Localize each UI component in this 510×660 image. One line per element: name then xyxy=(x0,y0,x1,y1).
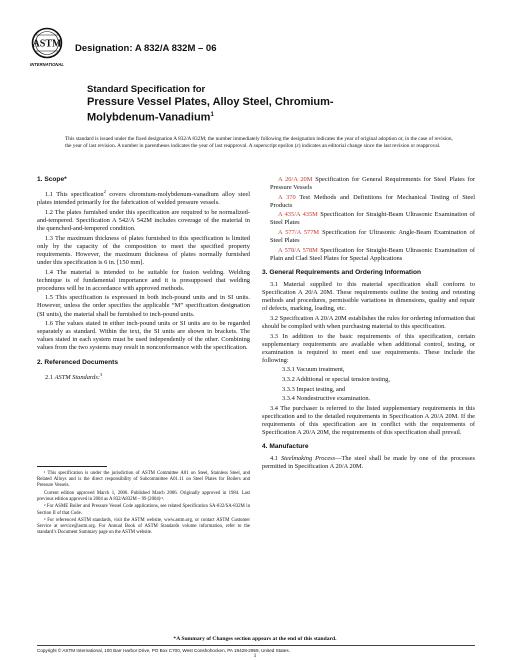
copyright-line: Copyright © ASTM International, 100 Barr Harbor Drive, PO Box C700, West Conshohocken, PA 19428-2959, United States. xyxy=(37,648,290,653)
reference-item: A 370 Test Methods and Definitions for Mechanical Testing of Steel Products xyxy=(270,193,475,209)
section-heading-general-requirements: 3. General Requirements and Ordering Information xyxy=(262,268,422,276)
subitem-3-3-4: 3.3.4 Nondestructive examination. xyxy=(282,395,371,403)
footnote-1-edition: Current edition approved March 1, 2006. Published March 2006. Originally approved in 1984. Last previous edition approved in 2004 as A 832/A832M – 99 (2004)ᵋ¹. xyxy=(37,490,250,502)
footnote-2: ² For ASME Boiler and Pressure Vessel Code applications, see related Specification SA-832/SA-832M in Section II of that Code. xyxy=(37,504,250,516)
subitem-3-3-1: 3.3.1 Vacuum treatment, xyxy=(282,366,345,374)
footnote-divider xyxy=(37,466,107,467)
reference-link[interactable]: A 578/A 578M xyxy=(278,246,318,254)
bottom-divider xyxy=(37,645,475,646)
title-prefix: Standard Specification for xyxy=(87,84,206,95)
subitem-3-3-2: 3.3.2 Additional or special tension testing, xyxy=(282,376,390,384)
paragraph-2-1: 2.1 ASTM Standards:$^3$ xyxy=(45,371,103,381)
paragraph-1-2: 1.2 The plates furnished under this specification are required to be normalized-and-tempered. Specification A 542/A 542M includes coverage of the material in the quenched-and-tempered condition. xyxy=(37,208,250,233)
paragraph-1-3: 1.3 The maximum thickness of plates furnished to this specification is limited only by the capacity of the composition to meet the specified property requirements. However, the maximum thickness of plates normally furnished under this specification is 6 in. [150 mm]. xyxy=(37,234,250,266)
astm-logo xyxy=(30,26,64,72)
paragraph-3-3: 3.3 In addition to the basic requirements of this specification, certain supplementary requirements are available when additional control, testing, or examination is required to meet end use requirements. These include the following: xyxy=(262,332,475,364)
paragraph-1-1: 1.1 This specification$^2$ covers chromium-molybdenum-vanadium alloy steel plates intended primarily for the fabrication of welded pressure vessels. xyxy=(37,189,250,207)
paragraph-4-1: 4.1 Steelmaking Process—The steel shall be made by one of the processes permitted in Specification A 20/A 20M. xyxy=(262,455,475,471)
reference-link[interactable]: A 20/A 20M xyxy=(278,176,313,183)
reference-link[interactable]: A 577/A 577M xyxy=(278,229,320,237)
reference-item: A 577/A 577M Specification for Ultrasonic Angle-Beam Examination of Steel Plates xyxy=(270,229,475,245)
designation: Designation: A 832/A 832M – 06 xyxy=(75,43,217,54)
title-footnote-mark: 1 xyxy=(210,111,214,118)
title-block xyxy=(87,84,467,124)
reference-item: A 435/A 435M Specification for Straight-Beam Ultrasonic Examination of Steel Plates xyxy=(270,211,475,227)
footnote-1: ¹ This specification is under the jurisdiction of ASTM Committee A01 on Steel, Stainless Steel, and Related Alloys and is the direct responsibility of Subcommittee A01.11 on Steel Plates for Boilers and Pressure Vessels. xyxy=(37,471,250,489)
paragraph-3-2: 3.2 Specification A 20/A 20M establishes the rules for ordering information that should be complied with when purchasing material to this specification. xyxy=(262,314,475,330)
left-column xyxy=(37,176,250,383)
title-line-1: Pressure Vessel Plates, Alloy Steel, Chromium- xyxy=(87,96,334,108)
section-heading-scope: 1. Scope* xyxy=(37,176,67,183)
title-line-2: Molybdenum-Vanadium xyxy=(87,111,211,124)
footnote-3: ³ For referenced ASTM standards, visit the ASTM website, www.astm.org, or contact ASTM Customer Service at service@astm.org. For Annual Book of ASTM Standards volume information, refer to the standard’s Document Summary page on the ASTM website. xyxy=(37,518,250,536)
reference-item: A 578/A 578M Specification for Straight-Beam Ultrasonic Examination of Plain and Clad Steel Plates for Special Applications xyxy=(270,246,475,262)
right-column xyxy=(262,176,475,473)
paragraph-1-5: 1.5 This specification is expressed in both inch-pound units and in SI units. However, unless the order specifies the applicable “M” specification designation (SI units), the material shall be furnished to inch-pound units. xyxy=(37,294,250,318)
section-heading-manufacture: 4. Manufacture xyxy=(262,443,309,451)
paragraph-1-4: 1.4 The material is intended to be suitable for fusion welding. Welding technique is of fundamental importance and it is presupposed that welding procedures will be in accordance with approved methods. xyxy=(37,268,250,292)
subitem-3-3-3: 3.3.3 Impact testing, and xyxy=(282,385,346,393)
reference-link[interactable]: A 370 xyxy=(278,193,296,201)
paragraph-3-1: 3.1 Material supplied to this material specification shall conform to Specification A 20/A 20M. These requirements outline the testing and retesting methods and procedures, permissible variations in dimensions, quality and repair of defects, marking, loading, etc. xyxy=(262,281,475,313)
summary-of-changes-note: *A Summary of Changes section appears at the end of this standard. xyxy=(173,636,337,642)
paragraph-1-6: 1.6 The values stated in either inch-pound units or SI units are to be regarded separately as standard. Within the text, the SI units are shown in brackets. The values stated in each system must be used independently of the other. Combining values from the two systems may result in nonconformance with the specification. xyxy=(37,320,250,352)
reference-link[interactable]: A 435/A 435M xyxy=(278,211,318,219)
standard-issue-note: This standard is issued under the fixed designation A 832/A 832M; the number immediately following the designation indicates the year of original adoption or, in the case of revision, the year of last revision. A number in parentheses indicates the year of last reapproval. A superscript epsilon (ε) indicates an editorial change since the last revision or reapproval. xyxy=(65,136,453,150)
page-number: 1 xyxy=(253,653,257,659)
logo-text: ASTM xyxy=(32,38,62,50)
footnotes xyxy=(37,471,250,538)
reference-item: A 20/A 20M Specification for General Requirements for Steel Plates for Pressure Vessels xyxy=(270,176,475,192)
reference-list xyxy=(262,176,475,263)
paragraph-3-4: 3.4 The purchaser is referred to the listed supplementary requirements in this specification and to the detailed requirements in Specification A 20/A 20M. If the requirements of this specification are in conflict with the requirements of Specification A 20/A 20M, the requirements of this specification shall prevail. xyxy=(262,404,475,437)
logo-subtext: INTERNATIONAL xyxy=(30,62,64,67)
section-heading-referenced-documents: 2. Referenced Documents xyxy=(37,358,118,366)
